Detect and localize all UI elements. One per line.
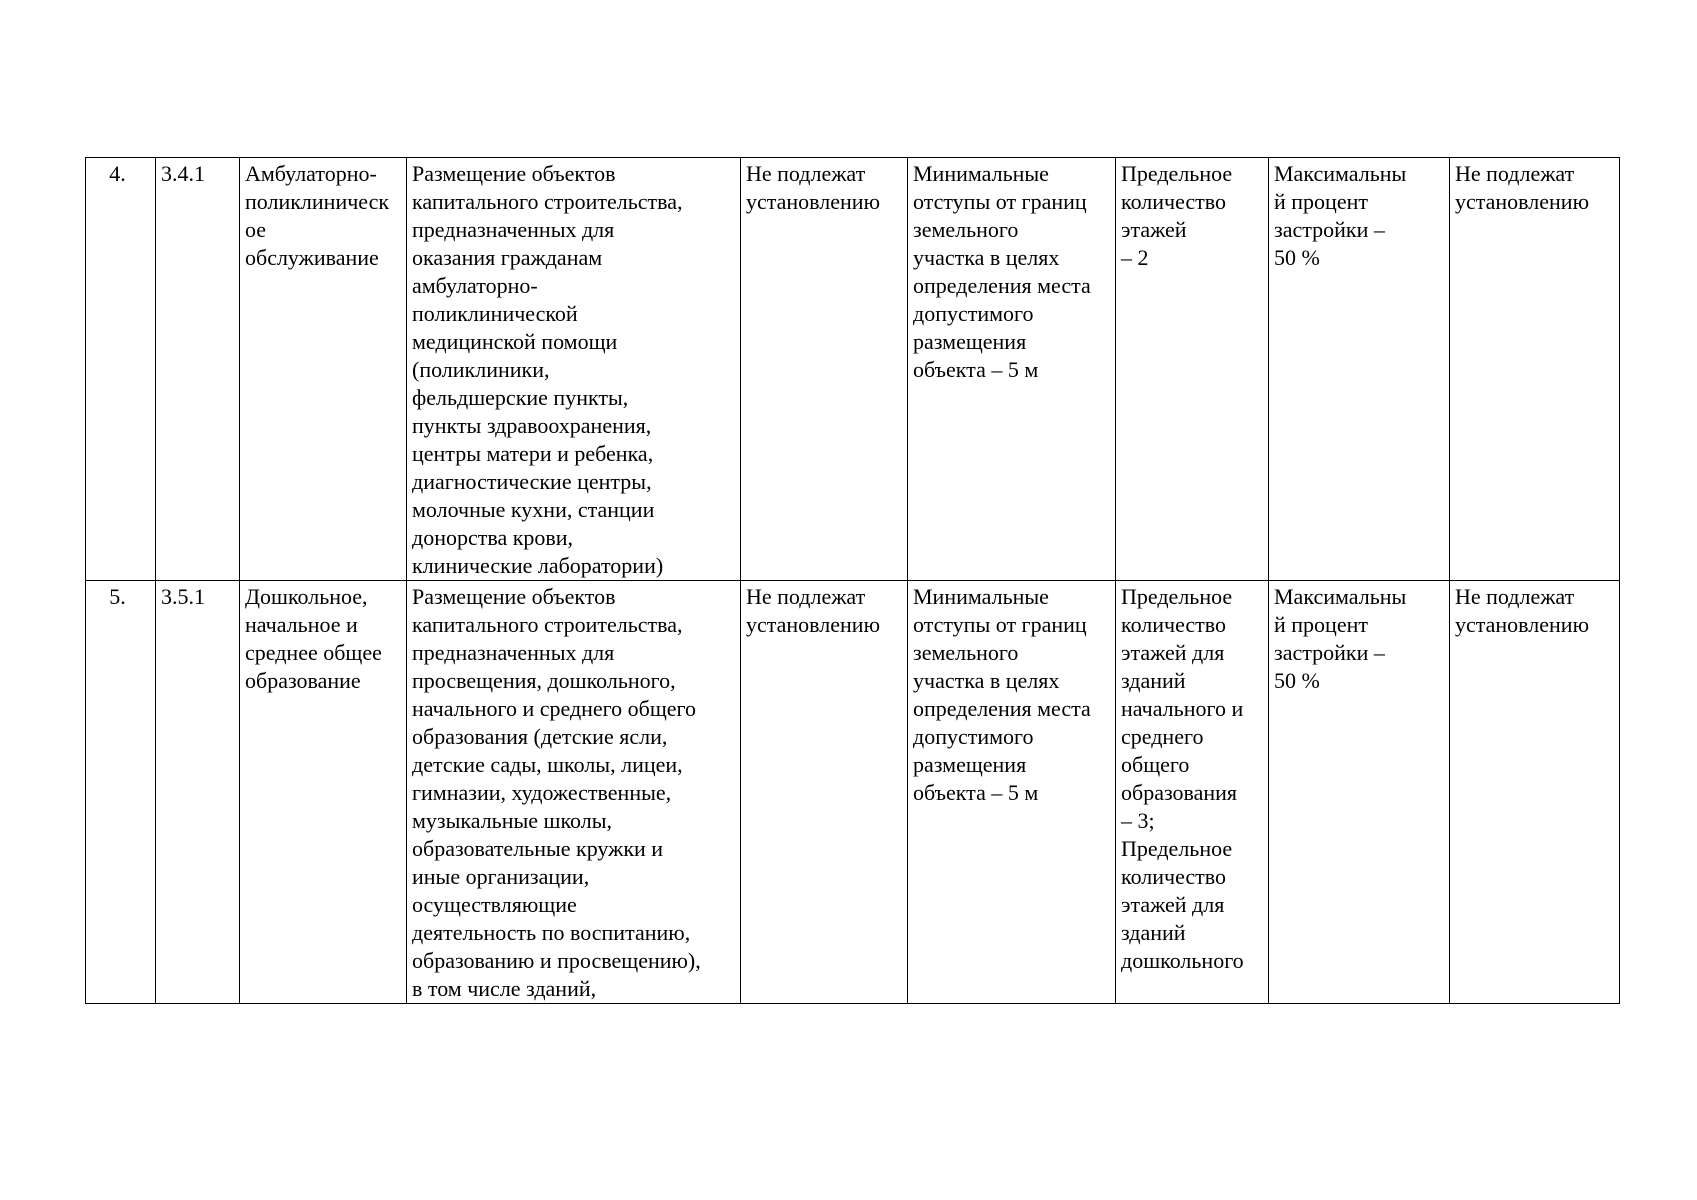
- row-number: 4.: [86, 158, 156, 581]
- other-parameters: Не подлежат установлению: [1450, 581, 1620, 1004]
- maximum-coverage: Максимальны й процент застройки – 50 %: [1269, 581, 1450, 1004]
- table-row: [86, 158, 1620, 581]
- use-description: Размещение объектов капитального строительства, предназначенных для просвещения, дошкольного, начального и среднего общего образования (детские ясли, детские сады, школы, лицеи, гимназии, художественные, музыкальные школы, образовательные кружки и иные организации, осуществляющие деятельность по воспитанию, образованию и просвещению), в том числе зданий,: [407, 581, 741, 1004]
- zoning-regulations-table: [85, 157, 1620, 1004]
- maximum-coverage: Максимальны й процент застройки – 50 %: [1269, 158, 1450, 581]
- use-name: Дошкольное, начальное и среднее общее образование: [240, 581, 407, 1004]
- other-parameters: Не подлежат установлению: [1450, 158, 1620, 581]
- use-code: 3.4.1: [156, 158, 240, 581]
- minimum-setbacks: Минимальные отступы от границ земельного участка в целях определения места допустимого размещения объекта – 5 м: [908, 581, 1116, 1004]
- use-name: Амбулаторно- поликлиническ ое обслуживание: [240, 158, 407, 581]
- minimum-setbacks: Минимальные отступы от границ земельного участка в целях определения места допустимого размещения объекта – 5 м: [908, 158, 1116, 581]
- plot-size-limits: Не подлежат установлению: [741, 581, 908, 1004]
- maximum-floors: Предельное количество этажей для зданий начального и среднего общего образования – 3; Предельное количество этажей для зданий дошкольного: [1116, 581, 1269, 1004]
- maximum-floors: Предельное количество этажей – 2: [1116, 158, 1269, 581]
- use-description: Размещение объектов капитального строительства, предназначенных для оказания гражданам амбулаторно- поликлинической медицинской помощи (поликлиники, фельдшерские пункты, пункты здравоохранения, центры матери и ребенка, диагностические центры, молочные кухни, станции донорства крови, клинические лаборатории): [407, 158, 741, 581]
- table-row: [86, 581, 1620, 1004]
- row-number: 5.: [86, 581, 156, 1004]
- plot-size-limits: Не подлежат установлению: [741, 158, 908, 581]
- use-code: 3.5.1: [156, 581, 240, 1004]
